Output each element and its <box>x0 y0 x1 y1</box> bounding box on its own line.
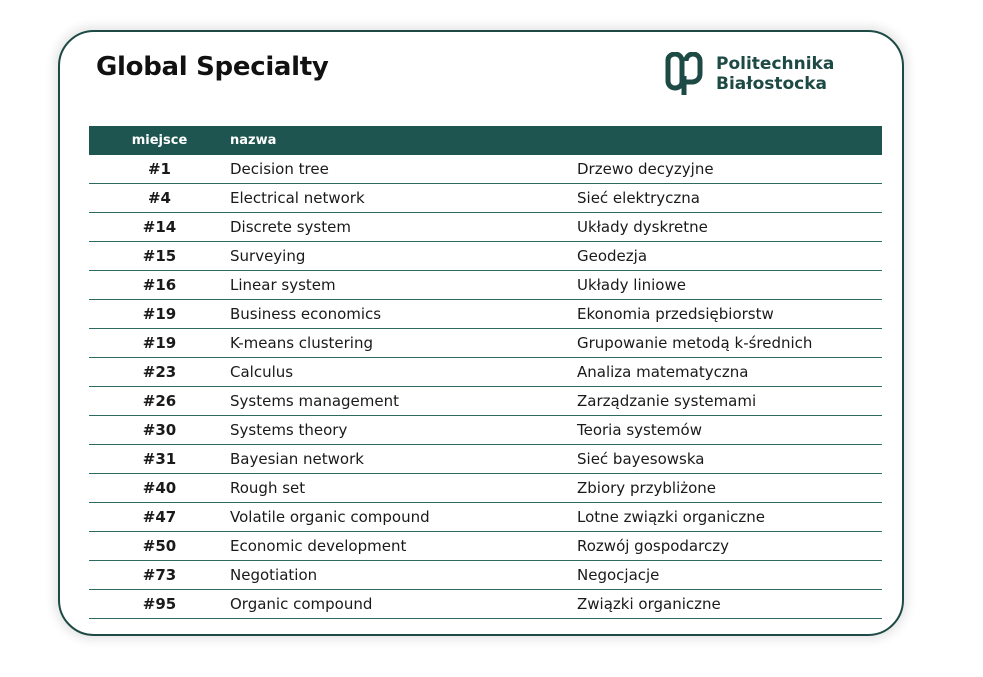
name-cell: Decision tree <box>230 160 329 178</box>
table-row <box>89 358 882 387</box>
translation-cell: Teoria systemów <box>577 421 702 439</box>
name-cell: Rough set <box>230 479 306 497</box>
university-logo <box>664 52 834 96</box>
translation-cell: Drzewo decyzyjne <box>577 160 714 178</box>
table-row <box>89 590 882 619</box>
rank-cell: #26 <box>142 392 177 410</box>
name-cell: Surveying <box>230 247 306 265</box>
rank-cell: #14 <box>142 218 177 236</box>
name-cell: Bayesian network <box>230 450 364 468</box>
header-name: nazwa <box>230 133 277 148</box>
rank-cell: #4 <box>147 189 171 207</box>
translation-cell: Ekonomia przedsiębiorstw <box>577 305 774 323</box>
logo-line2: Białostocka <box>716 74 828 94</box>
table-row <box>89 416 882 445</box>
name-cell: Systems management <box>230 392 399 410</box>
rank-cell: #1 <box>147 160 171 178</box>
name-cell: Volatile organic compound <box>230 508 430 526</box>
name-cell: Organic compound <box>230 595 373 613</box>
rank-cell: #19 <box>142 334 177 352</box>
translation-cell: Układy liniowe <box>577 276 686 294</box>
header-rank: miejsce <box>131 133 188 148</box>
rank-cell: #31 <box>142 450 177 468</box>
table-row <box>89 532 882 561</box>
translation-cell: Zbiory przybliżone <box>577 479 717 497</box>
rank-cell: #19 <box>142 305 177 323</box>
name-cell: K-means clustering <box>230 334 374 352</box>
specialty-table <box>89 126 882 619</box>
name-cell: Calculus <box>230 363 294 381</box>
rank-cell: #95 <box>142 595 177 613</box>
table-row <box>89 503 882 532</box>
table-row <box>89 474 882 503</box>
translation-cell: Rozwój gospodarczy <box>577 537 729 555</box>
translation-cell: Sieć bayesowska <box>577 450 705 468</box>
name-cell: Discrete system <box>230 218 351 236</box>
rank-cell: #47 <box>142 508 177 526</box>
translation-cell: Układy dyskretne <box>577 218 708 236</box>
translation-cell: Zarządzanie systemami <box>577 392 757 410</box>
name-cell: Negotiation <box>230 566 318 584</box>
table-row <box>89 155 882 184</box>
translation-cell: Grupowanie metodą k-średnich <box>577 334 813 352</box>
table-row <box>89 271 882 300</box>
page-title: Global Specialty <box>96 52 329 82</box>
translation-cell: Związki organiczne <box>577 595 721 613</box>
table-header <box>89 126 882 155</box>
name-cell: Electrical network <box>230 189 365 207</box>
name-cell: Economic development <box>230 537 407 555</box>
rank-cell: #15 <box>142 247 177 265</box>
table-row <box>89 300 882 329</box>
logo-line1: Politechnika <box>716 54 835 74</box>
rank-cell: #30 <box>142 421 177 439</box>
rank-cell: #23 <box>142 363 177 381</box>
table-body <box>89 155 882 619</box>
table-row <box>89 561 882 590</box>
table-row <box>89 242 882 271</box>
translation-cell: Analiza matematyczna <box>577 363 749 381</box>
table-row <box>89 329 882 358</box>
rank-cell: #73 <box>142 566 177 584</box>
rank-cell: #50 <box>142 537 177 555</box>
translation-cell: Lotne związki organiczne <box>577 508 765 526</box>
table-row <box>89 213 882 242</box>
translation-cell: Negocjacje <box>577 566 660 584</box>
rank-cell: #40 <box>142 479 177 497</box>
politechnika-logo-icon <box>664 52 704 96</box>
translation-cell: Sieć elektryczna <box>577 189 700 207</box>
name-cell: Linear system <box>230 276 336 294</box>
rank-cell: #16 <box>142 276 177 294</box>
table-row <box>89 387 882 416</box>
name-cell: Systems theory <box>230 421 348 439</box>
table-row <box>89 445 882 474</box>
name-cell: Business economics <box>230 305 382 323</box>
table-row <box>89 184 882 213</box>
translation-cell: Geodezja <box>577 247 648 265</box>
